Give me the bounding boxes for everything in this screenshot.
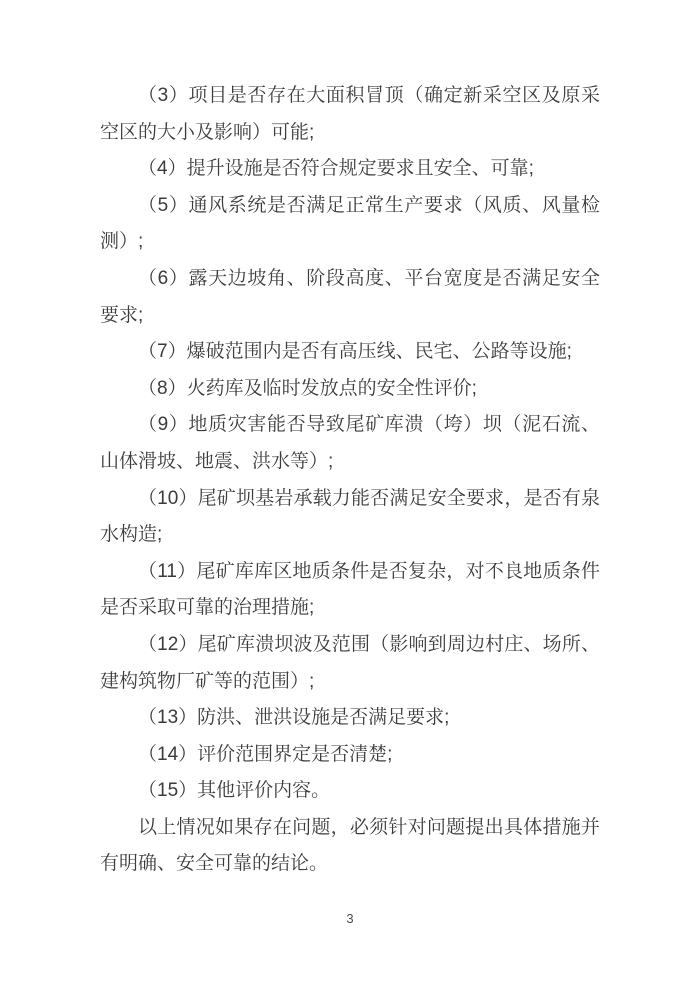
paragraph-item-7: （7）爆破范围内是否有高压线、民宅、公路等设施;	[138, 341, 572, 363]
document-body	[100, 78, 600, 883]
paragraph-item-8: （8）火药库及临时发放点的安全性评价;	[138, 377, 477, 399]
paragraph-item-15: （15）其他评价内容。	[138, 780, 331, 802]
paragraph-item-9: （9）地质灾害能否导致尾矿库溃（垮）坝（泥石流、山体滑坡、地震、洪水等）;	[100, 414, 600, 472]
paragraph-item-13: （13）防洪、泄洪设施是否满足要求;	[138, 707, 450, 729]
paragraph-item-14: （14）评价范围界定是否清楚;	[138, 743, 393, 765]
paragraph-item-11: （11）尾矿库库区地质条件是否复杂，对不良地质条件是否采取可靠的治理措施;	[100, 560, 600, 619]
paragraph-item-12: （12）尾矿库溃坝波及范围（影响到周边村庄、场所、建构筑物厂矿等的范围）;	[100, 633, 600, 692]
page-number: 3	[346, 911, 354, 926]
paragraph-item-10: （10）尾矿坝基岩承载力能否满足安全要求，是否有泉水构造;	[100, 487, 600, 546]
paragraph-item-3: （3）项目是否存在大面积冒顶（确定新采空区及原采空区的大小及影响）可能;	[100, 85, 600, 143]
paragraph-item-5: （5）通风系统是否满足正常生产要求（风质、风量检测）;	[100, 194, 600, 253]
closing-paragraph: 以上情况如果存在问题，必须针对问题提出具体措施并有明确、安全可靠的结论。	[100, 816, 600, 875]
page-footer	[0, 910, 700, 928]
paragraph-item-4: （4）提升设施是否符合规定要求且安全、可靠;	[138, 158, 534, 180]
paragraph-item-6: （6）露天边坡角、阶段高度、平台宽度是否满足安全要求;	[100, 267, 600, 326]
